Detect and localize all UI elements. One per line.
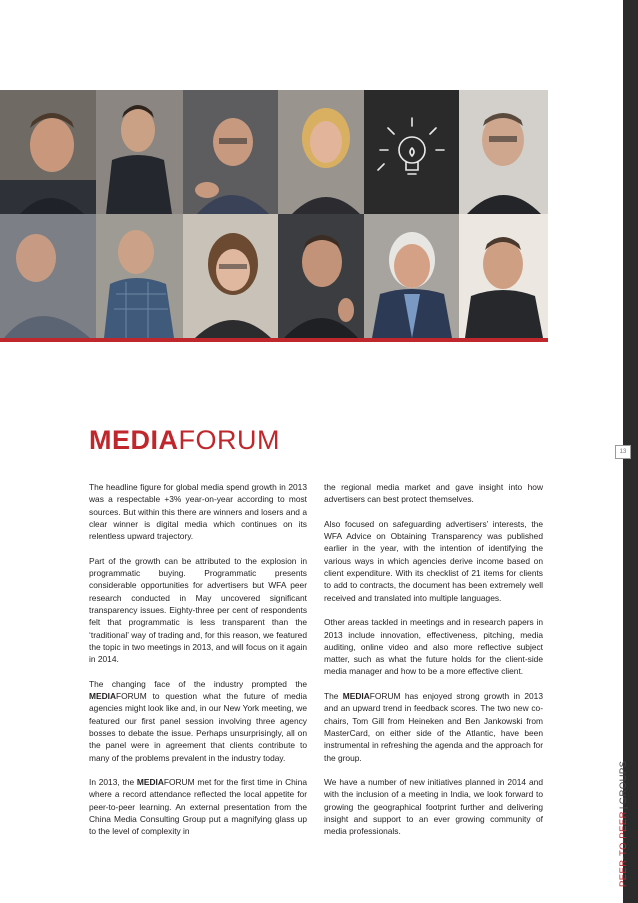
left-p3-body: FORUM to question what the future of media agencies might look like and, in our New York meeting, we featured our first panel session involving three agency bosses to debate the issue. Perhaps unsurprisingly, all on the panel were in agreement that clients contribute to many of the problems prevalent in the industry today. [89,691,307,763]
accent-divider [0,338,548,342]
right-paragraph-4 [324,690,543,764]
photo-lightbulb-sketch [364,90,459,214]
left-paragraph-4 [89,776,307,837]
left-p3-bold: MEDIA [89,691,116,702]
left-paragraph-3 [89,678,307,764]
side-label-peer-to-peer: PEER-TO-PEER [618,811,629,887]
heading-bold-part: MEDIA [89,425,179,455]
left-p4-body: FORUM met for the first time in China where a record attendance reflected the local appetite for peer-to-peer learning. An external presentation from the China Media Consulting Group put a magnifying glass up to the level of complexity in [89,777,307,837]
left-p4-bold: MEDIA [136,777,164,788]
right-paragraph-1: the regional media market and gave insight into how advertisers can best protect themselves. [324,482,543,505]
right-paragraph-3: Other areas tackled in meetings and in research papers in 2013 include innovation, effectiveness, pitching, media auditing, online video and also more reflective subject matter, such as what the future holds for the client-side media manager and how to be a more effective client. [324,617,543,677]
photo-man-speaking [278,214,364,338]
right-p4-bold: MEDIA [342,691,370,702]
photo-grid [0,90,548,338]
left-paragraph-2: Part of the growth can be attributed to the explosion in programmatic buying. Programmatic presents considerable opportunities for advertisers but WFA peer research conducted in May uncovered significant transparency issues. Eighty-three per cent of respondents felt that programmatic is less transparent than the ‘traditional’ way of trading and, for this reason, we featured the topic in two meetings in 2013, and will focus on it again in 2014. [89,555,307,665]
right-p4-body: FORUM has enjoyed strong growth in 2013 and an upward trend in feedback scores. The two new co-chairs, Tom Gill from Heineken and Ben Jankowski from MasterCard, on either side of the Atlantic, have been instrumental in refreshing the agenda and the approach for the group. [324,691,543,763]
side-label-separator: | [618,806,629,810]
heading-regular-part: FORUM [178,425,280,455]
right-p4-lead: The [324,691,343,702]
photo-man-smiling [0,90,96,214]
left-paragraph-1: The headline figure for global media spend growth in 2013 was a respectable +3% year-on-year according to most sources. But within this there are winners and losers and a clear winner is digital media which continues on its relentless upward trajectory. [89,482,307,542]
photo-man-white-hair [364,214,459,338]
left-p4-lead: In 2013, the [89,777,137,788]
page-number: 13 [615,445,631,459]
photo-woman-blonde-smiling [278,90,364,214]
section-side-label [618,761,629,887]
left-p3-lead: The changing face of the industry prompted the [89,678,307,689]
side-label-groups: GROUPS [618,760,629,805]
photo-man-dark-suit [96,90,183,214]
photo-woman-glasses [183,214,278,338]
photo-man-glasses-gesturing [183,90,278,214]
photo-man-smiling-suit [459,214,548,338]
photo-man-glasses-portrait [459,90,548,214]
left-text-column [89,481,307,850]
section-heading [89,424,280,456]
photo-man-checked-shirt [96,214,183,338]
right-text-column [324,481,543,850]
right-paragraph-2: Also focused on safeguarding advertisers’ interests, the WFA Advice on Obtaining Transparency was published earlier in the year, with the intention of identifying the various ways in which agencies derive income based on client expenditure. With its checklist of 21 items for clients to add to contracts, the document has been extremely well received and translated into multiple languages. [324,518,543,603]
right-paragraph-5: We have a number of new initiatives planned in 2014 and with the inclusion of a meeting in India, we look forward to growing the geographical footprint further and delivering insight and support to an ever growing community of media professionals. [324,777,543,837]
photo-man-listening [0,214,96,338]
